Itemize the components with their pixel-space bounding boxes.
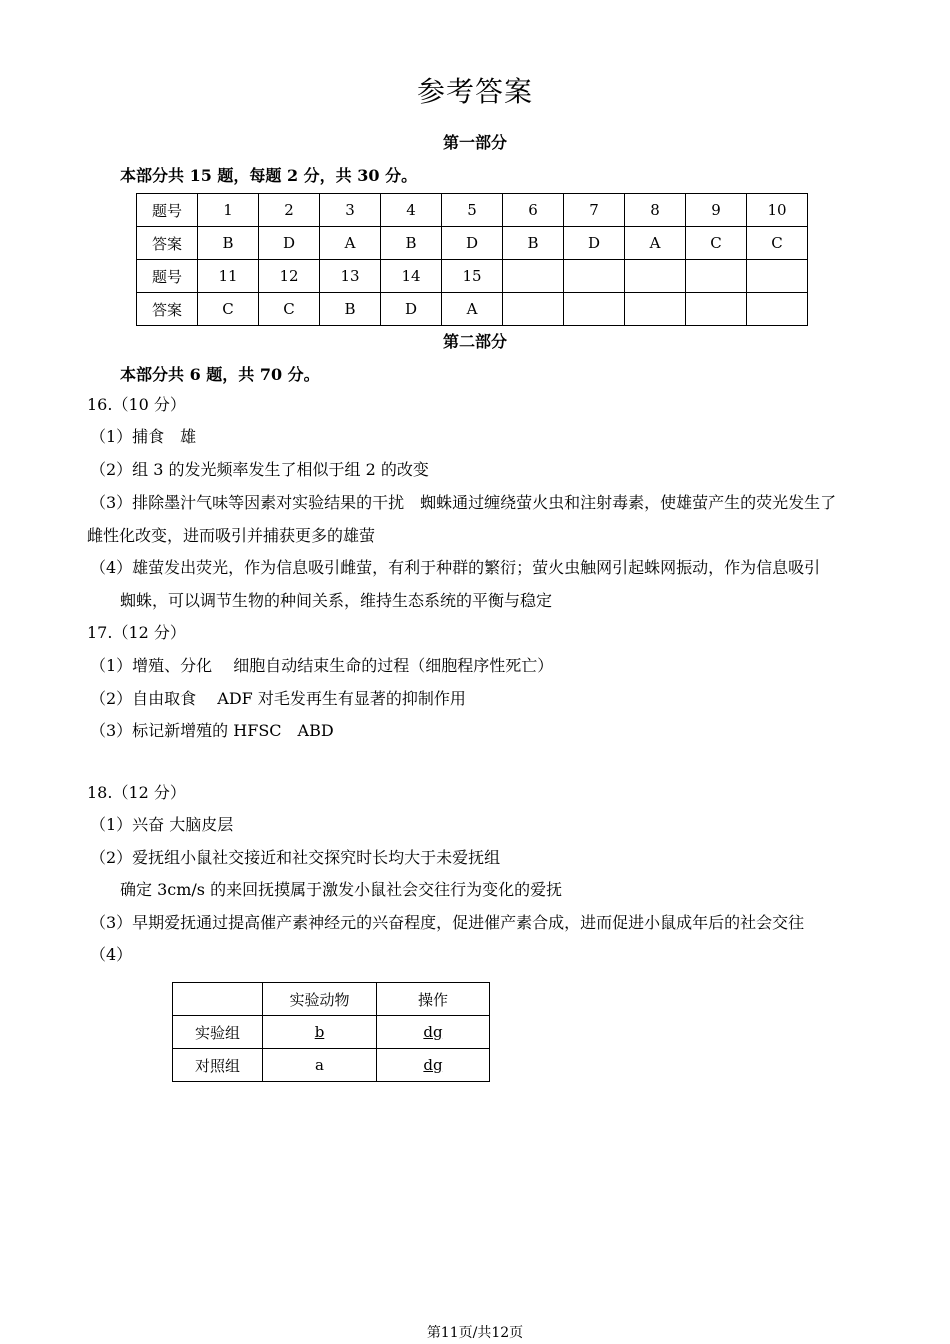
q16-heading: 16.（10 分）: [87, 395, 186, 414]
question-number: 9: [686, 194, 747, 227]
answer-cell: C: [198, 293, 259, 326]
answer-cell: C: [259, 293, 320, 326]
answer-table: [136, 193, 808, 326]
answer-cell: [564, 293, 625, 326]
q16-answer-3-cont: 雌性化改变，进而吸引并捕获更多的雄萤: [87, 526, 376, 545]
part1-note: 本部分共 15 题，每题 2 分，共 30 分。: [120, 166, 418, 185]
answer-cell: [747, 293, 808, 326]
q17-heading: 17.（12 分）: [87, 623, 186, 642]
header-cell: [173, 983, 263, 1016]
animal-cell: b: [314, 1023, 325, 1041]
table-row: [137, 260, 808, 293]
question-number: 10: [747, 194, 808, 227]
question-number: [625, 260, 686, 293]
animal-cell: a: [263, 1049, 377, 1082]
group-label: 实验组: [173, 1016, 263, 1049]
answer-cell: D: [381, 293, 442, 326]
q18-answer-1: （1）兴奋 大脑皮层: [90, 815, 234, 834]
answer-cell: [503, 293, 564, 326]
question-number: [747, 260, 808, 293]
question-number: 15: [442, 260, 503, 293]
q17-answer-2: （2）自由取食 ADF 对毛发再生有显著的抑制作用: [90, 689, 466, 708]
q18-answer-3: （3）早期爱抚通过提高催产素神经元的兴奋程度，促进催产素合成，进而促进小鼠成年后的社会交往: [90, 913, 805, 932]
q17-answer-1: （1）增殖、分化 细胞自动结束生命的过程（细胞程序性死亡）: [90, 656, 554, 675]
q16-answer-3: （3）排除墨汁气味等因素对实验结果的干扰 蜘蛛通过缠绕萤火虫和注射毒素，使雄萤产生的荧光发生了: [90, 493, 837, 512]
page-title: 参考答案: [416, 75, 533, 108]
answer-cell: D: [442, 227, 503, 260]
answer-cell: B: [503, 227, 564, 260]
q18-answer-4: （4）: [90, 945, 133, 964]
q18-answer-2-cont: 确定 3cm/s 的来回抚摸属于激发小鼠社会交往行为变化的爱抚: [120, 880, 563, 899]
answer-cell: D: [564, 227, 625, 260]
q18-answer-2: （2）爱抚组小鼠社交接近和社交探究时长均大于未爱抚组: [90, 848, 501, 867]
q16-answer-2: （2）组 3 的发光频率发生了相似于组 2 的改变: [90, 460, 429, 479]
question-number: [503, 260, 564, 293]
page-footer: 第11页/共12页: [426, 1325, 524, 1341]
answer-cell: [686, 293, 747, 326]
q16-answer-4-cont: 蜘蛛，可以调节生物的种间关系，维持生态系统的平衡与稳定: [120, 591, 553, 610]
answer-cell: A: [320, 227, 381, 260]
group-label: 对照组: [173, 1049, 263, 1082]
question-number: [564, 260, 625, 293]
table-row: [173, 983, 490, 1016]
question-number: 3: [320, 194, 381, 227]
answer-cell: D: [259, 227, 320, 260]
q16-answer-4: （4）雄萤发出荧光，作为信息吸引雌萤，有利于种群的繁衍；萤火虫触网引起蛛网振动，作为信息吸引: [90, 558, 821, 577]
question-number: 1: [198, 194, 259, 227]
q18-heading: 18.（12 分）: [87, 783, 186, 802]
header-cell: 操作: [377, 983, 490, 1016]
question-number: [686, 260, 747, 293]
question-number: 5: [442, 194, 503, 227]
q17-answer-3: （3）标记新增殖的 HFSC ABD: [90, 721, 334, 740]
question-number: 12: [259, 260, 320, 293]
question-number: 4: [381, 194, 442, 227]
answer-cell: C: [747, 227, 808, 260]
answer-cell: [625, 293, 686, 326]
question-number: 11: [198, 260, 259, 293]
part1-heading: 第一部分: [442, 133, 507, 152]
question-number: 14: [381, 260, 442, 293]
operation-cell: dg: [423, 1056, 443, 1074]
answer-cell: B: [198, 227, 259, 260]
question-number: 2: [259, 194, 320, 227]
answer-cell: A: [625, 227, 686, 260]
row-label: 题号: [137, 194, 198, 227]
q16-answer-1: （1）捕食 雄: [90, 427, 197, 446]
question-number: 6: [503, 194, 564, 227]
table-row: [137, 227, 808, 260]
question-number: 7: [564, 194, 625, 227]
table-row: [137, 194, 808, 227]
table-row: [173, 1016, 490, 1049]
header-cell: 实验动物: [263, 983, 377, 1016]
row-label: 答案: [137, 293, 198, 326]
answer-cell: B: [381, 227, 442, 260]
answer-cell: A: [442, 293, 503, 326]
answer-cell: C: [686, 227, 747, 260]
part2-heading: 第二部分: [442, 332, 507, 351]
answer-cell: B: [320, 293, 381, 326]
row-label: 答案: [137, 227, 198, 260]
question-number: 13: [320, 260, 381, 293]
table-row: [137, 293, 808, 326]
operation-cell: dg: [423, 1023, 443, 1041]
question-number: 8: [625, 194, 686, 227]
row-label: 题号: [137, 260, 198, 293]
part2-note: 本部分共 6 题，共 70 分。: [120, 365, 320, 384]
table-row: [173, 1049, 490, 1082]
experiment-table: [172, 982, 490, 1082]
